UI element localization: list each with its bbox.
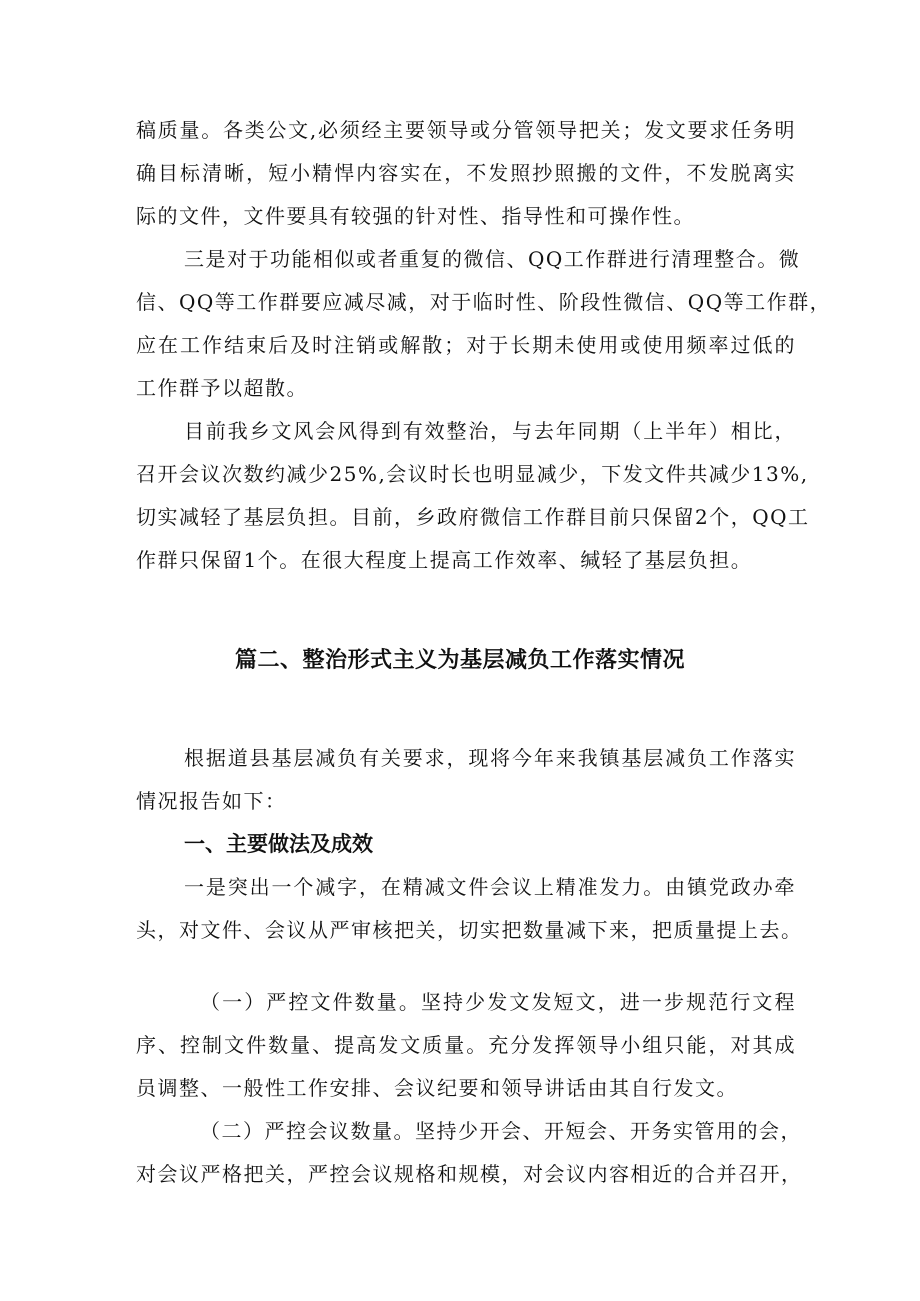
body-text-line: （一）严控文件数量。坚持少发文发短文，进一步规范行文程 — [200, 990, 796, 1014]
body-text-line: 员调整、一般性工作安排、会议纪要和领导讲话由其自行发文。 — [136, 1076, 738, 1100]
body-text-line: 工作群予以超散。 — [136, 376, 308, 400]
body-text-line: 目前我乡文风会风得到有效整治，与去年同期（上半年）相比， — [184, 419, 796, 443]
body-text-line: 序、控制文件数量、提高发文质量。充分发挥领导小组只能，对其成 — [136, 1033, 796, 1057]
body-text-line: 对会议严格把关，严控会议规格和规模，对会议内容相近的合并召开， — [136, 1162, 803, 1186]
body-text-line: 作群只保留1个。在很大程度上提高工作效率、缄轻了基层负担。 — [136, 548, 753, 572]
body-text-line: 情况报告如下： — [136, 789, 287, 813]
body-text-line: 三是对于功能相似或者重复的微信、QQ工作群进行清理整合。微 — [184, 247, 801, 271]
section-title: 篇二、整治形式主义为基层减负工作落实情况 — [234, 648, 685, 673]
body-text-line: 际的文件，文件要具有较强的针对性、指导性和可操作性。 — [136, 204, 695, 228]
body-text-line: 一是突出一个减字，在精减文件会议上精准发力。由镇党政办牵 — [184, 875, 796, 899]
body-text-line: 确目标清晰，短小精悍内容实在，不发照抄照搬的文件，不发脱离实 — [136, 161, 796, 185]
body-text-line: 根据道县基层减负有关要求，现将今年来我镇基层减负工作落实 — [184, 746, 796, 770]
body-text-line: （二）严控会议数量。坚持少开会、开短会、开务实管用的会， — [200, 1119, 802, 1143]
body-text-line: 头，对文件、会议从严审核把关，切实把数量减下来，把质量提上去。 — [136, 918, 803, 942]
body-text-line: 召开会议次数约减少25%,会议时长也明显减少，下发文件共减少13%, — [136, 462, 809, 486]
body-text-line: 应在工作结束后及时注销或解散；对于长期未使用或使用频率过低的 — [136, 333, 796, 357]
body-text-line: 切实减轻了基层负担。目前，乡政府微信工作群目前只保留2个，QQ工 — [136, 505, 810, 529]
section-heading: 一、主要做法及成效 — [184, 832, 373, 856]
body-text-line: 稿质量。各类公文,必须经主要领导或分管领导把关；发文要求任务明 — [136, 118, 796, 142]
body-text-line: 信、QQ等工作群要应减尽减，对于临时性、阶段性微信、QQ等工作群， — [136, 290, 832, 314]
